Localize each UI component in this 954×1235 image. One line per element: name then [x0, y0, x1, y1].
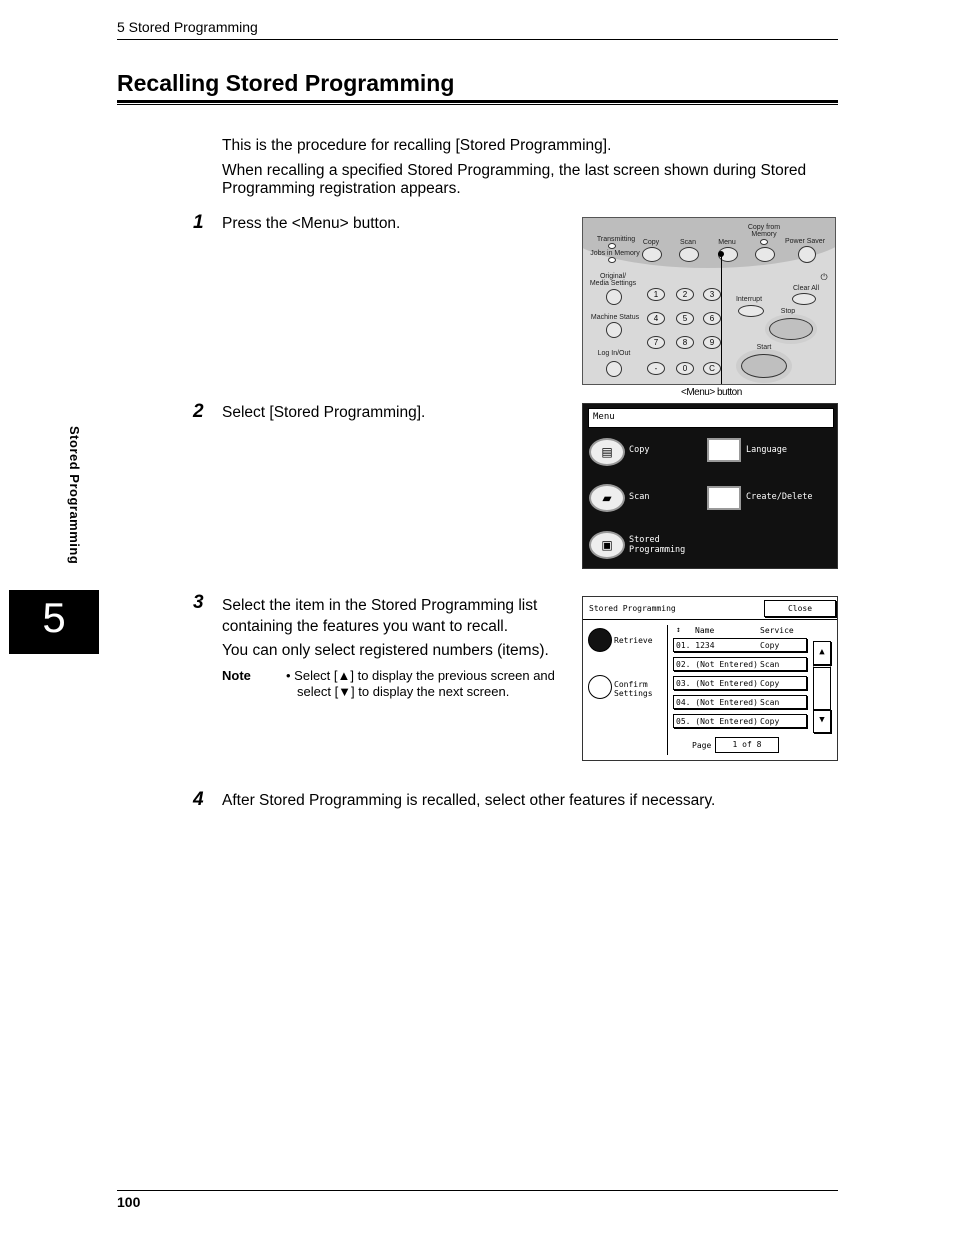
chapter-tab: [9, 590, 99, 654]
step-3-number: 3: [193, 592, 204, 613]
sp-title-rule: [583, 619, 837, 620]
menu-copy: Copy: [629, 445, 650, 455]
sp-row-service: Scan: [760, 660, 780, 669]
start-button: [741, 354, 787, 378]
copy-button: [642, 247, 662, 262]
menu-scan: Scan: [629, 492, 650, 502]
sp-row-2: [673, 657, 807, 671]
key-3: 3: [703, 288, 721, 301]
menu-stored-1: Stored: [629, 535, 660, 545]
scroll-track: [813, 665, 831, 711]
sp-confirm-2: Settings: [614, 689, 653, 698]
sp-row-3: [673, 676, 807, 690]
title-rule-thin: [117, 104, 838, 105]
copy-from-memory-button: [755, 247, 775, 262]
menu-screen-title: Menu: [588, 408, 834, 428]
stored-programming-icon: ▣: [589, 531, 625, 559]
step-3-text: Select the item in the Stored Programming list containing the features you want to recall.: [222, 597, 538, 635]
intro-paragraph-2: When recalling a specified Stored Programming, the last screen shown during Stored Programming registration appears.: [222, 162, 807, 197]
original-button: [606, 289, 622, 305]
stop-button: [769, 318, 813, 340]
sp-row-name: 02. (Not Entered): [676, 660, 758, 669]
sp-page-value: 1 of 8: [715, 737, 779, 753]
sp-divider: [667, 625, 668, 755]
clear-all-button: [792, 293, 816, 305]
original-label-2: Media Settings: [589, 280, 637, 287]
page-number: 100: [117, 1194, 141, 1210]
menu-create-delete: Create/Delete: [746, 492, 813, 502]
running-header: 5 Stored Programming: [117, 19, 258, 35]
step-4-number: 4: [193, 789, 204, 810]
sp-confirm-1: Confirm: [614, 680, 648, 689]
step-2-text: Select [Stored Programming].: [222, 404, 426, 421]
scan-icon: ▰: [589, 484, 625, 512]
sp-row-service: Copy: [760, 717, 780, 726]
sp-retrieve: Retrieve: [614, 636, 653, 645]
step-2-number: 2: [193, 401, 204, 422]
intro-paragraph-1: This is the procedure for recalling [Stored Programming].: [222, 137, 612, 154]
power-icon: ⏻: [820, 272, 828, 282]
sp-row-service: Copy: [760, 641, 780, 650]
sp-row-4: [673, 695, 807, 709]
key-5: 5: [676, 312, 694, 325]
jobs-label: Jobs in Memory: [590, 250, 640, 257]
create-delete-icon: [707, 486, 741, 510]
side-tab-text: Stored Programming: [67, 426, 82, 565]
stored-programming-screen: [582, 596, 838, 761]
confirm-radio: [588, 675, 612, 699]
menu-language: Language: [746, 445, 787, 455]
step-3-subtext: You can only select registered numbers (items).: [222, 642, 549, 659]
machine-status-label: Machine Status: [590, 314, 640, 321]
key-7: 7: [647, 336, 665, 349]
control-panel-illustration: [582, 217, 836, 385]
copy-from-memory-led: [760, 239, 768, 245]
transmitting-led: [608, 243, 616, 249]
retrieve-radio-selected: [588, 628, 612, 652]
step-1-number: 1: [193, 212, 204, 233]
key-6: 6: [703, 312, 721, 325]
sp-page-label: Page: [692, 741, 712, 750]
key-c: C: [703, 362, 721, 375]
chapter-number: 5: [42, 594, 66, 641]
menu-label: Menu: [718, 239, 736, 246]
sp-row-service: Scan: [760, 698, 780, 707]
login-label: Log In/Out: [597, 350, 631, 357]
sp-row-name: 03. (Not Entered): [676, 679, 758, 688]
start-label: Start: [756, 344, 772, 351]
sp-row-1: [673, 638, 807, 652]
key-9: 9: [703, 336, 721, 349]
copy-from-memory-label-2: Memory: [751, 231, 777, 238]
sp-col-name: Name: [695, 626, 715, 635]
note-label: Note: [222, 668, 251, 683]
menu-screen: [582, 403, 838, 569]
sp-close-button: Close: [764, 600, 836, 617]
scroll-up-icon: ▲: [813, 641, 831, 665]
callout-line: [721, 255, 722, 385]
copy-icon: ▤: [589, 438, 625, 466]
page-title: Recalling Stored Programming: [117, 70, 455, 96]
scroll-down-icon: ▼: [813, 709, 831, 733]
sp-title: Stored Programming: [589, 604, 676, 613]
note-line-1: • Select [▲] to display the previous screen and: [286, 668, 555, 683]
copy-label: Copy: [642, 239, 660, 246]
original-label-1: Original/: [599, 273, 627, 280]
jobs-led: [608, 257, 616, 263]
sp-sort-icon: ↕: [676, 625, 681, 634]
key-8: 8: [676, 336, 694, 349]
sp-row-name: 01. 1234: [676, 641, 715, 650]
clear-all-label: Clear All: [792, 285, 820, 292]
interrupt-label: Interrupt: [735, 296, 763, 303]
key-0: 0: [676, 362, 694, 375]
note-line-2: select [▼] to display the next screen.: [297, 684, 510, 699]
header-rule: [117, 39, 838, 40]
sp-row-service: Copy: [760, 679, 780, 688]
transmitting-label: Transmitting: [596, 236, 636, 243]
sp-row-name: 04. (Not Entered): [676, 698, 758, 707]
footer-rule: [117, 1190, 838, 1191]
interrupt-button: [738, 305, 764, 317]
title-rule: [117, 100, 838, 103]
key-4: 4: [647, 312, 665, 325]
stop-label: Stop: [780, 308, 796, 315]
login-button: [606, 361, 622, 377]
language-icon: [707, 438, 741, 462]
scan-label: Scan: [680, 239, 696, 246]
callout-dot: [718, 251, 724, 257]
key-2: 2: [676, 288, 694, 301]
side-tab-label: [58, 426, 82, 586]
power-saver-button: [798, 246, 816, 263]
key-1: 1: [647, 288, 665, 301]
sp-col-service: Service: [760, 626, 794, 635]
sp-row-name: 05. (Not Entered): [676, 717, 758, 726]
machine-status-button: [606, 322, 622, 338]
menu-stored-2: Programming: [629, 545, 686, 555]
power-saver-label: Power Saver: [784, 238, 826, 245]
key-dash: -: [647, 362, 665, 375]
copy-from-memory-label-1: Copy from: [747, 224, 781, 231]
step-1-text: Press the <Menu> button.: [222, 215, 401, 232]
sp-row-5: [673, 714, 807, 728]
scan-button: [679, 247, 699, 262]
menu-button-callout: <Menu> button: [681, 387, 742, 398]
step-4-text: After Stored Programming is recalled, select other features if necessary.: [222, 792, 716, 809]
